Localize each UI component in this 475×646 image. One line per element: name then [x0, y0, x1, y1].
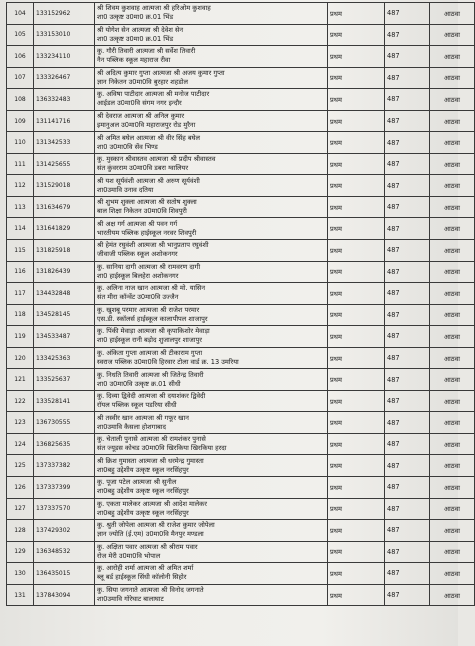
division: प्रथम	[328, 455, 385, 477]
table-row	[7, 584, 475, 606]
serial-number: 107	[7, 67, 34, 89]
roll-number: 131529018	[34, 175, 95, 197]
student-name: कु. दिव्या द्विवेदी आत्मजा श्री दयाशंकर द्विवेदी	[97, 392, 206, 401]
student-cell	[95, 477, 328, 499]
division: प्रथम	[328, 283, 385, 305]
marks: 487	[385, 110, 430, 132]
class-grade: आठवा	[430, 520, 475, 542]
roll-number: 136825635	[34, 433, 95, 455]
table-row	[7, 390, 475, 412]
serial-number: 119	[7, 326, 34, 348]
class-grade: आठवा	[430, 46, 475, 68]
roll-number: 137337570	[34, 498, 95, 520]
marks: 487	[385, 153, 430, 175]
serial-number: 112	[7, 175, 34, 197]
serial-number: 125	[7, 455, 34, 477]
merit-list-body	[7, 3, 475, 606]
marks: 487	[385, 477, 430, 499]
marks: 487	[385, 283, 430, 305]
division: प्रथम	[328, 196, 385, 218]
school-name: ब्लू बर्ड हाईस्कूल सिंधी कॉलोनी सिहोर	[97, 573, 187, 582]
school-name: इमानुअल उ0मा0वि महाराजपुर रोड मुरैना	[97, 121, 196, 129]
serial-number: 116	[7, 261, 34, 283]
school-name: शा0बहु उद्देशीय उत्कृष्ट स्कूल नरसिंहपुर	[97, 465, 189, 474]
division: प्रथम	[328, 304, 385, 326]
school-name: शा0उमावि गोरेघाट बालाघाट	[97, 595, 164, 604]
student-name: श्री हेमंत रघुवंशी आत्मजा श्री भानुप्रताप रघुवंशी	[97, 241, 209, 250]
student-cell	[95, 46, 328, 68]
serial-number: 118	[7, 304, 34, 326]
roll-number: 133234110	[34, 46, 95, 68]
serial-number: 129	[7, 541, 34, 563]
class-grade: आठवा	[430, 433, 475, 455]
division: प्रथम	[328, 498, 385, 520]
class-grade: आठवा	[430, 541, 475, 563]
student-cell	[95, 304, 328, 326]
serial-number: 106	[7, 46, 34, 68]
school-name: शा0 उत्कृष्ट उ0मा0 क्र.01 भिंड	[97, 34, 174, 43]
class-grade: आठवा	[430, 218, 475, 240]
class-grade: आठवा	[430, 196, 475, 218]
student-name: श्री तस्वीर खान आत्मजा श्री गफूर खान	[97, 413, 189, 422]
marks: 487	[385, 498, 430, 520]
table-row	[7, 89, 475, 111]
table-row	[7, 67, 475, 89]
division: प्रथम	[328, 89, 385, 111]
marks: 487	[385, 433, 430, 455]
student-name: कु. अविषा पाटीदार आत्मजा श्री मनोज पाटीदार	[97, 90, 210, 99]
roll-number: 133153010	[34, 24, 95, 46]
school-name: ज्ञान निकेतन उ0मा0वि बुरहार शहडोल	[97, 77, 188, 86]
school-name: शा0बहु उद्देशीय उत्कृष्ट स्कूल नरसिंहपुर	[97, 487, 189, 496]
marks: 487	[385, 240, 430, 262]
division: प्रथम	[328, 67, 385, 89]
student-name: कु. खुशबू परमार आत्मजा श्री राजेश परमार	[97, 305, 200, 314]
student-cell	[95, 455, 328, 477]
student-name: श्री अमित बघेल आत्मजा श्री वीर सिंह बघेल	[97, 133, 201, 142]
student-cell	[95, 412, 328, 434]
table-row	[7, 369, 475, 391]
roll-number: 136730555	[34, 412, 95, 434]
student-name: कु. सिया जगनाते आत्मजा श्री विनोद जगनाते	[97, 586, 204, 595]
table-row	[7, 347, 475, 369]
class-grade: आठवा	[430, 240, 475, 262]
roll-number: 133425363	[34, 347, 95, 369]
marks: 487	[385, 67, 430, 89]
roll-number: 131826439	[34, 261, 95, 283]
table-row	[7, 3, 475, 25]
student-name: कु. सानिया दागी आत्मजा श्री रामवरण दागी	[97, 262, 201, 271]
school-name: संत मीरा कॉन्वेंट उ0मा0वि उज्जैन	[97, 293, 179, 302]
division: प्रथम	[328, 153, 385, 175]
roll-number: 134528145	[34, 304, 95, 326]
division: प्रथम	[328, 520, 385, 542]
student-cell	[95, 175, 328, 197]
class-grade: आठवा	[430, 412, 475, 434]
marks: 487	[385, 369, 430, 391]
student-cell	[95, 283, 328, 305]
roll-number: 131634679	[34, 196, 95, 218]
table-row	[7, 46, 475, 68]
student-name: कु. निधति तिवारी आत्मजा श्री जितेन्द्र तिवारी	[97, 370, 204, 379]
roll-number: 136435015	[34, 563, 95, 585]
division: प्रथम	[328, 347, 385, 369]
student-cell	[95, 433, 328, 455]
class-grade: आठवा	[430, 498, 475, 520]
student-name: श्री योगेश सेन आत्मजा श्री देवेश सेन	[97, 25, 184, 34]
roll-number: 134432848	[34, 283, 95, 305]
division: प्रथम	[328, 132, 385, 154]
division: प्रथम	[328, 3, 385, 25]
class-grade: आठवा	[430, 369, 475, 391]
class-grade: आठवा	[430, 584, 475, 606]
roll-number: 131342533	[34, 132, 95, 154]
class-grade: आठवा	[430, 261, 475, 283]
table-row	[7, 477, 475, 499]
student-cell	[95, 24, 328, 46]
marks: 487	[385, 218, 430, 240]
roll-number: 133152962	[34, 3, 95, 25]
student-cell	[95, 584, 328, 606]
school-name: बाल शिक्षा निकेतन उ0मा0वि शिवपुरी	[97, 207, 187, 216]
marks: 487	[385, 390, 430, 412]
student-cell	[95, 196, 328, 218]
marks: 487	[385, 563, 430, 585]
roll-number: 133326467	[34, 67, 95, 89]
marks: 487	[385, 132, 430, 154]
student-name: श्री शुभम शुक्ला आत्मजा श्री सतोष शुक्ला	[97, 198, 197, 207]
school-name: शा0 उ0मा0वि उत्कृष्ट क्र.01 सीधी	[97, 379, 181, 388]
serial-number: 109	[7, 110, 34, 132]
division: प्रथम	[328, 218, 385, 240]
class-grade: आठवा	[430, 563, 475, 585]
marks: 487	[385, 347, 430, 369]
roll-number: 131425655	[34, 153, 95, 175]
school-name: संत कुंवरराम उ0मा0वि डबरा ग्वालियर	[97, 164, 189, 173]
serial-number: 114	[7, 218, 34, 240]
class-grade: आठवा	[430, 3, 475, 25]
table-row	[7, 24, 475, 46]
roll-number: 131641829	[34, 218, 95, 240]
serial-number: 105	[7, 24, 34, 46]
class-grade: आठवा	[430, 304, 475, 326]
marks: 487	[385, 24, 430, 46]
serial-number: 110	[7, 132, 34, 154]
roll-number: 137337399	[34, 477, 95, 499]
table-row	[7, 240, 475, 262]
student-name: श्री शिवम कुशवाह आत्मजा श्री हरिओम कुशवाह	[97, 4, 211, 13]
serial-number: 117	[7, 283, 34, 305]
student-name: कु. अक्षिता पवार आत्मजा श्री श्रीराम पवार	[97, 542, 198, 551]
serial-number: 120	[7, 347, 34, 369]
marks: 487	[385, 304, 430, 326]
roll-number: 137337382	[34, 455, 95, 477]
student-name: श्री देवराज आत्मजा श्री अनिल कुमार	[97, 112, 185, 120]
division: प्रथम	[328, 24, 385, 46]
serial-number: 104	[7, 3, 34, 25]
student-cell	[95, 132, 328, 154]
serial-number: 131	[7, 584, 34, 606]
division: प्रथम	[328, 390, 385, 412]
roll-number: 134533487	[34, 326, 95, 348]
marks: 487	[385, 412, 430, 434]
student-cell	[95, 153, 328, 175]
serial-number: 130	[7, 563, 34, 585]
marks: 487	[385, 175, 430, 197]
school-name: शा0उमावि कैसला होशगाबाद	[97, 422, 167, 431]
class-grade: आठवा	[430, 132, 475, 154]
school-name: आईडल उ0मा0वि संगम नगर इन्दौर	[97, 99, 182, 108]
class-grade: आठवा	[430, 89, 475, 111]
marks: 487	[385, 261, 430, 283]
division: प्रथम	[328, 240, 385, 262]
student-name: श्री क्रिश गुमास्ता आत्मजा श्री धरमेन्द्र गुमास्ता	[97, 456, 204, 465]
school-name: शा0 उ0मा0वि सेंव भिण्ड	[97, 142, 158, 151]
school-name: नैन पब्लिक स्कूल महाराज रीवा	[97, 56, 171, 65]
table-row	[7, 520, 475, 542]
marks: 487	[385, 541, 430, 563]
marks: 487	[385, 455, 430, 477]
division: प्रथम	[328, 477, 385, 499]
division: प्रथम	[328, 433, 385, 455]
roll-number: 137843094	[34, 584, 95, 606]
roll-number: 133525637	[34, 369, 95, 391]
marks: 487	[385, 326, 430, 348]
serial-number: 121	[7, 369, 34, 391]
table-row	[7, 110, 475, 132]
table-row	[7, 175, 475, 197]
division: प्रथम	[328, 261, 385, 283]
student-name: कु. पूजा पटेल आत्मजा श्री सुनील	[97, 478, 177, 487]
student-cell	[95, 261, 328, 283]
table-row	[7, 283, 475, 305]
student-cell	[95, 347, 328, 369]
division: प्रथम	[328, 563, 385, 585]
class-grade: आठवा	[430, 153, 475, 175]
roll-number: 137429302	[34, 520, 95, 542]
student-name: कु. एकता मालेकर आत्मजा श्री आदेश मालेकर	[97, 499, 207, 508]
student-name: कु. अलिना नाज खान आत्मजा श्री मो. यासिन	[97, 284, 206, 293]
class-grade: आठवा	[430, 110, 475, 132]
school-name: संत ज्यूडस कोचड उ0मा0वि खिरकिया खिरकिया हरदा	[97, 444, 227, 453]
student-cell	[95, 520, 328, 542]
class-grade: आठवा	[430, 24, 475, 46]
student-cell	[95, 240, 328, 262]
class-grade: आठवा	[430, 283, 475, 305]
class-grade: आठवा	[430, 390, 475, 412]
serial-number: 126	[7, 477, 34, 499]
table-row	[7, 433, 475, 455]
table-row	[7, 153, 475, 175]
merit-list-table	[6, 2, 475, 606]
class-grade: आठवा	[430, 347, 475, 369]
roll-number: 133528141	[34, 390, 95, 412]
roll-number: 131825918	[34, 240, 95, 262]
division: प्रथम	[328, 175, 385, 197]
student-name: कु. अंकिता गुप्ता आत्मजा श्री टीकाराम गुप्ता	[97, 349, 203, 358]
division: प्रथम	[328, 369, 385, 391]
marks: 487	[385, 89, 430, 111]
serial-number: 115	[7, 240, 34, 262]
division: प्रथम	[328, 541, 385, 563]
roll-number: 136348532	[34, 541, 95, 563]
student-cell	[95, 326, 328, 348]
marks: 487	[385, 520, 430, 542]
student-cell	[95, 67, 328, 89]
marks: 487	[385, 196, 430, 218]
student-name: कु. श्रुती जोपेला आत्मजा श्री राजेश कुमार जोपेला	[97, 521, 215, 530]
division: प्रथम	[328, 412, 385, 434]
student-cell	[95, 110, 328, 132]
division: प्रथम	[328, 326, 385, 348]
marks: 487	[385, 3, 430, 25]
division: प्रथम	[328, 46, 385, 68]
serial-number: 123	[7, 412, 34, 434]
student-name: कु. गौरी तिवारी आत्मजा श्री सर्वेश तिवारी	[97, 47, 196, 56]
serial-number: 108	[7, 89, 34, 111]
marks: 487	[385, 584, 430, 606]
roll-number: 131141716	[34, 110, 95, 132]
school-name: स्वराज पब्लिक उ0मा0वि हिरवार टोला वार्ड क्र. 13 उमरिया	[97, 358, 239, 367]
school-name: ज्ञान ज्योति (ई.एम) उ0मा0वि मैनपुर मण्डला	[97, 530, 204, 539]
serial-number: 124	[7, 433, 34, 455]
class-grade: आठवा	[430, 455, 475, 477]
table-row	[7, 261, 475, 283]
serial-number: 128	[7, 520, 34, 542]
table-row	[7, 132, 475, 154]
student-cell	[95, 369, 328, 391]
school-name: भारतीयम पब्लिक हाईस्कूल नरवर शिवपुरी	[97, 228, 197, 237]
marks: 487	[385, 46, 430, 68]
school-name: शा0 हाईस्कूल बिलहेरा अशोकनगर	[97, 271, 179, 280]
serial-number: 111	[7, 153, 34, 175]
student-name: कु. आरोही शर्मा आत्मजा श्री अमित शर्मा	[97, 564, 194, 573]
division: प्रथम	[328, 584, 385, 606]
student-cell	[95, 390, 328, 412]
class-grade: आठवा	[430, 175, 475, 197]
serial-number: 127	[7, 498, 34, 520]
school-name: शा0 हाईस्कूल रानी बड़ोद शुजालपुर शाजापुर	[97, 336, 202, 345]
serial-number: 113	[7, 196, 34, 218]
school-name: एस.डी. स्कॉलर्स हाईस्कूल कालापीपल शाजापुर	[97, 314, 208, 323]
school-name: जीवाजी पब्लिक स्कूल अशोकनगर	[97, 250, 178, 259]
table-row	[7, 498, 475, 520]
school-name: शा0 उत्कृष्ट उ0मा0 क्र.01 भिंड	[97, 13, 174, 22]
serial-number: 122	[7, 390, 34, 412]
school-name: रॉयल पब्लिक स्कूल पडरिया सीधी	[97, 401, 177, 410]
student-cell	[95, 541, 328, 563]
table-row	[7, 563, 475, 585]
student-name: कु. मुस्कान श्रीवास्तव आत्मजा श्री प्रदीप श्रीवास्तव	[97, 155, 216, 164]
school-name: शा0उमावि उनाव दतिया	[97, 185, 154, 194]
student-name: श्री यश सूर्यवंशी आत्मजा श्री अरुण सूर्यवंशी	[97, 176, 200, 185]
school-name: रोज मेरी उ0मा0वि भोपाल	[97, 551, 161, 560]
table-row	[7, 218, 475, 240]
table-row	[7, 412, 475, 434]
student-cell	[95, 498, 328, 520]
student-cell	[95, 89, 328, 111]
student-name: कु. चेताली पुनासे आत्मजा श्री रामशंकर पुनासे	[97, 435, 206, 444]
school-name: शा0बहु उद्देशीय उत्कृष्ट स्कूल नरसिंहपुर	[97, 508, 189, 517]
student-cell	[95, 3, 328, 25]
student-name: श्री अक्ष गर्ग आत्मजा श्री पवन गर्ग	[97, 219, 178, 228]
table-row	[7, 196, 475, 218]
class-grade: आठवा	[430, 326, 475, 348]
class-grade: आठवा	[430, 67, 475, 89]
division: प्रथम	[328, 110, 385, 132]
table-row	[7, 541, 475, 563]
student-name: श्री अदित्य कुमार गुप्ता आत्मजा श्री अजय कुमार गुप्ता	[97, 68, 225, 77]
class-grade: आठवा	[430, 477, 475, 499]
student-cell	[95, 218, 328, 240]
table-row	[7, 455, 475, 477]
student-name: कु. पिंकी मेवाड़ा आत्मजा श्री कृपाकिशोर मेवाड़ा	[97, 327, 210, 336]
table-row	[7, 326, 475, 348]
table-row	[7, 304, 475, 326]
student-cell	[95, 563, 328, 585]
roll-number: 136332483	[34, 89, 95, 111]
